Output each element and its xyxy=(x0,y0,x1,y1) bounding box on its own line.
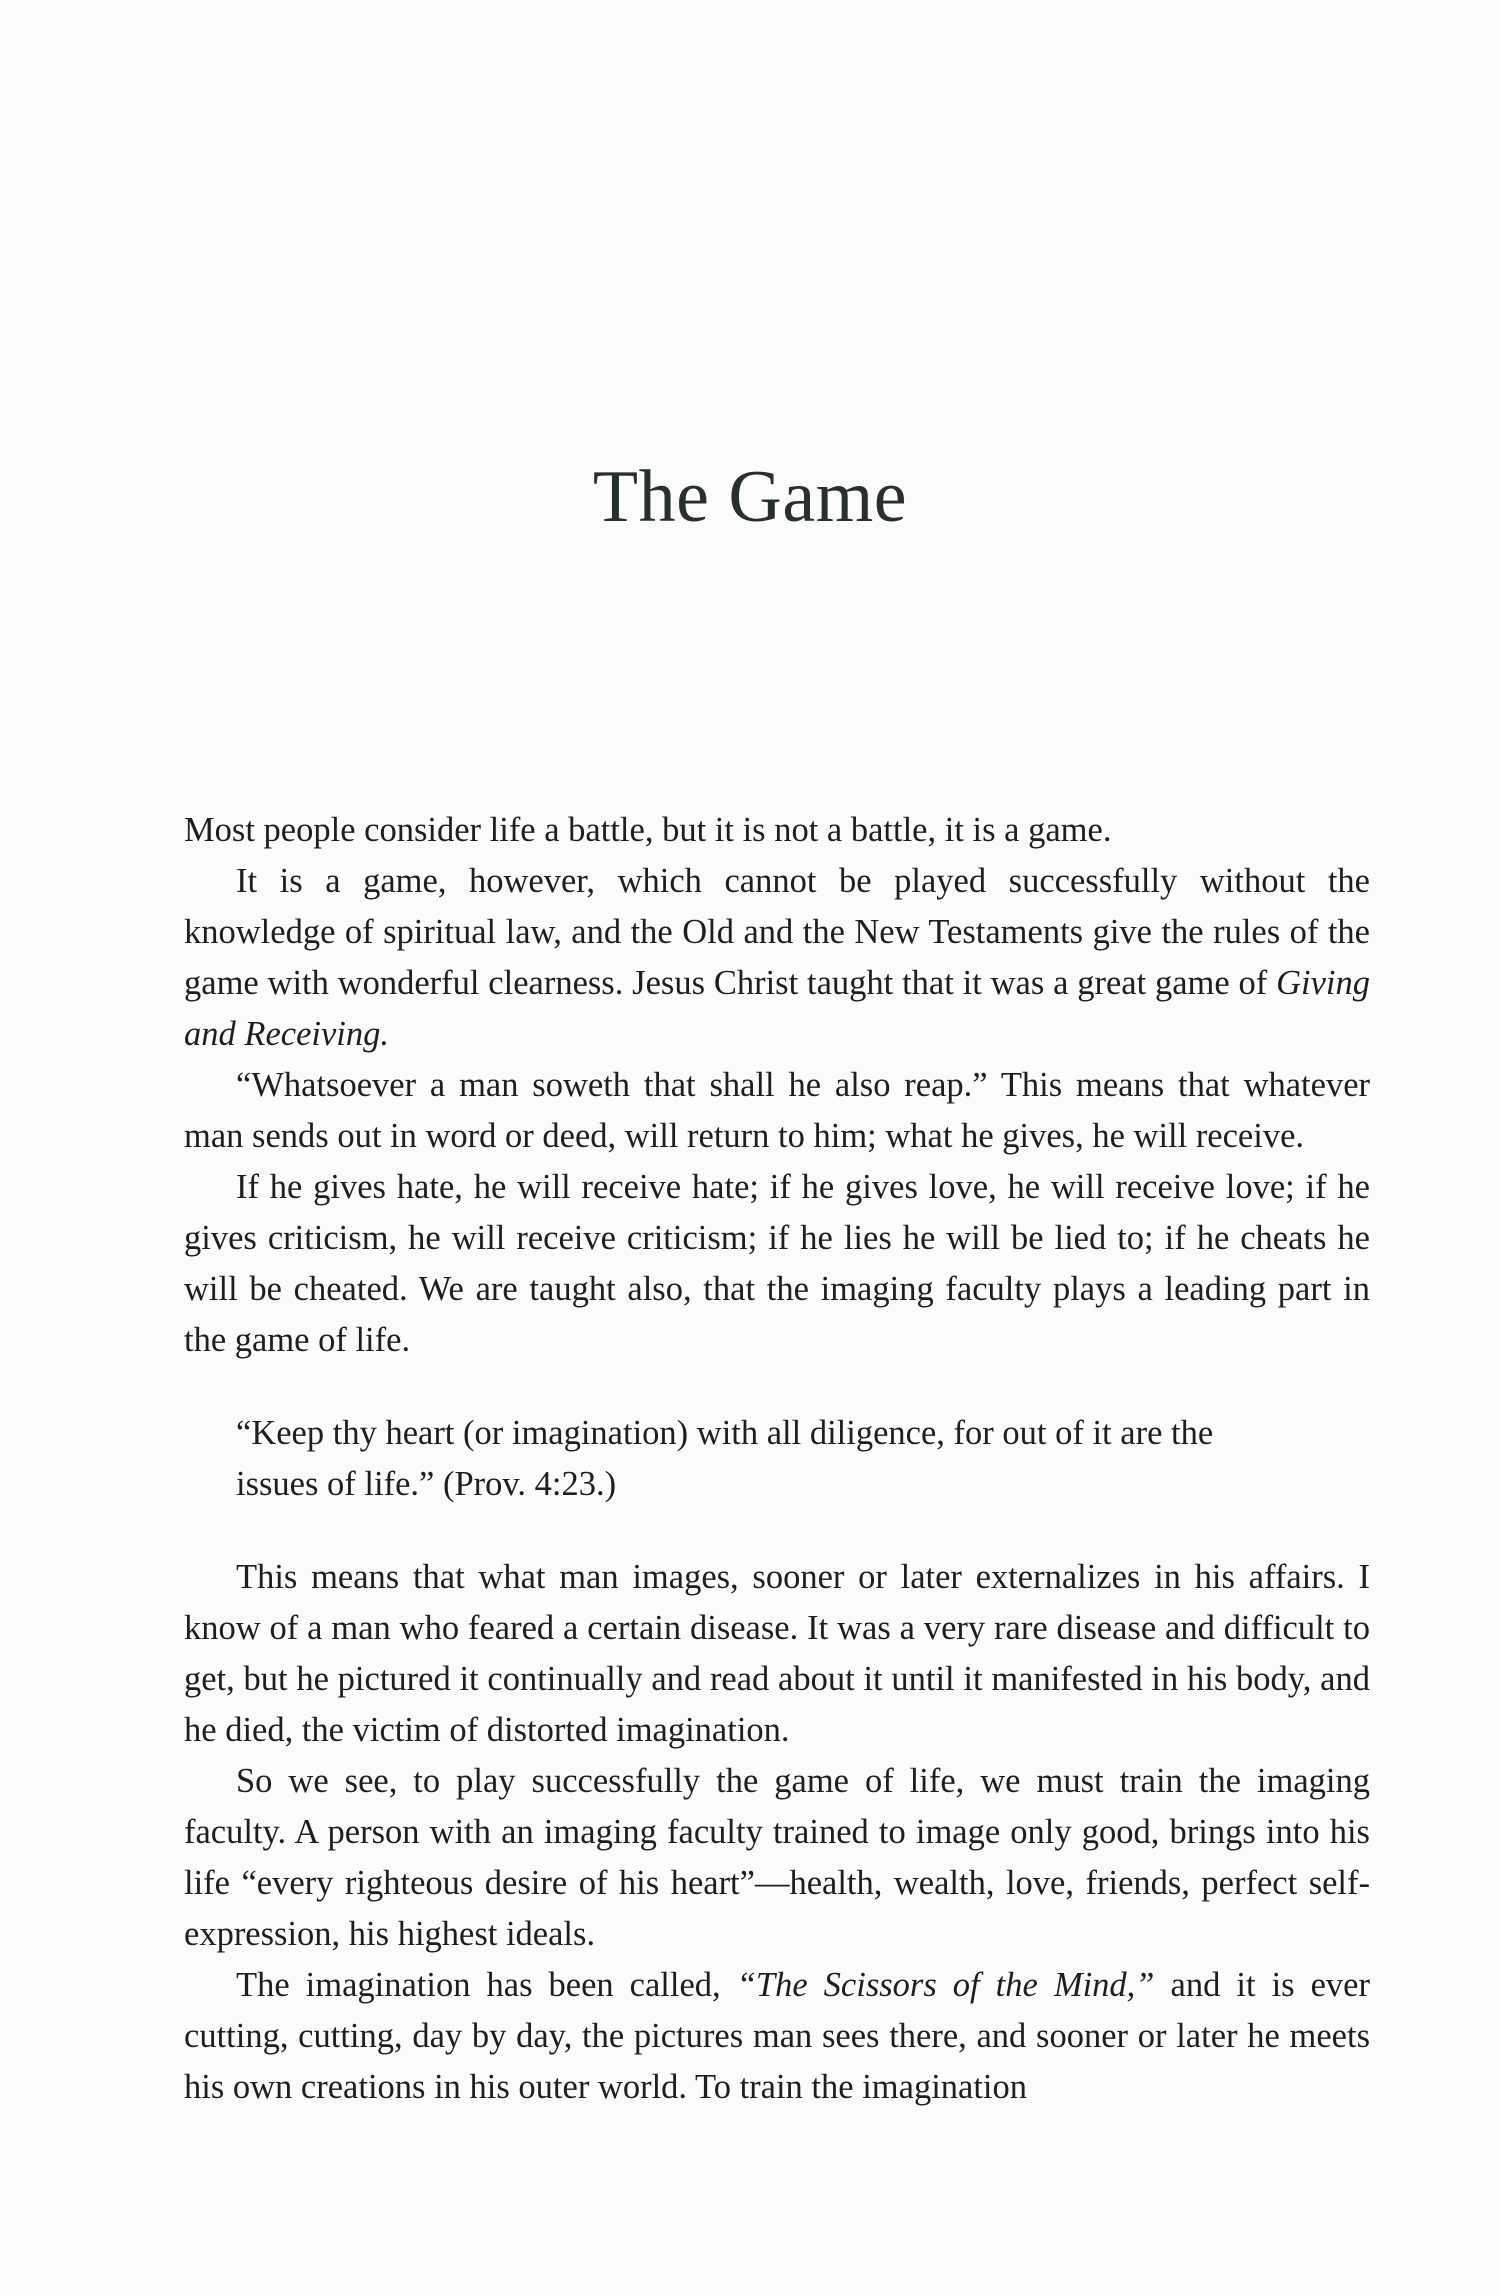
paragraph-2-text: It is a game, however, which cannot be played successfully without the knowledge of spiritual law, and the Old and the New Testaments give the rules of the game with wonderful clearness. Jesus Christ taught that it was a great game of xyxy=(184,862,1370,1002)
body-text xyxy=(184,805,1370,2113)
paragraph-7-text-start: The imagination has been called, xyxy=(236,1966,737,2004)
paragraph-1: Most people consider life a battle, but it is not a battle, it is a game. xyxy=(184,811,1112,849)
scripture-quote: “Keep thy heart (or imagination) with all diligence, for out of it are the issues of life.” (Prov. 4:23.) xyxy=(236,1414,1214,1503)
paragraph-2-emphasis: Giving and Receiving. xyxy=(184,964,1370,1053)
paragraph-7 xyxy=(184,1960,1370,2113)
paragraph-4: If he gives hate, he will receive hate; if he gives love, he will receive love; if he gives criticism, he will receive criticism; if he lies he will be lied to; if he cheats he will be cheated. We are taught also, that the imaging faculty plays a leading part in the game of life. xyxy=(184,1168,1370,1359)
paragraph-7-text-end: and it is ever cutting, cutting, day by day, the pictures man sees there, and sooner or later he meets his own creations in his outer world. To train the imagination xyxy=(184,1966,1370,2106)
paragraph-2 xyxy=(184,856,1370,1060)
paragraph-5: This means that what man images, sooner or later externalizes in his affairs. I know of a man who feared a certain disease. It was a very rare disease and difficult to get, but he pictured it continually and read about it until it manifested in his body, and he died, the victim of distorted imagination. xyxy=(184,1558,1370,1749)
paragraph-3: “Whatsoever a man soweth that shall he also reap.” This means that whatever man sends out in word or deed, will return to him; what he gives, he will receive. xyxy=(184,1066,1370,1155)
paragraph-7-emphasis: “The Scissors of the Mind,” xyxy=(736,1966,1155,2004)
chapter-title: The Game xyxy=(592,456,908,538)
paragraph-6: So we see, to play successfully the game of life, we must train the imaging faculty. A person with an imaging faculty trained to image only good, brings into his life “every righteous desire of his heart”—health, wealth, love, friends, perfect self-expression, his highest ideals. xyxy=(184,1762,1370,1953)
